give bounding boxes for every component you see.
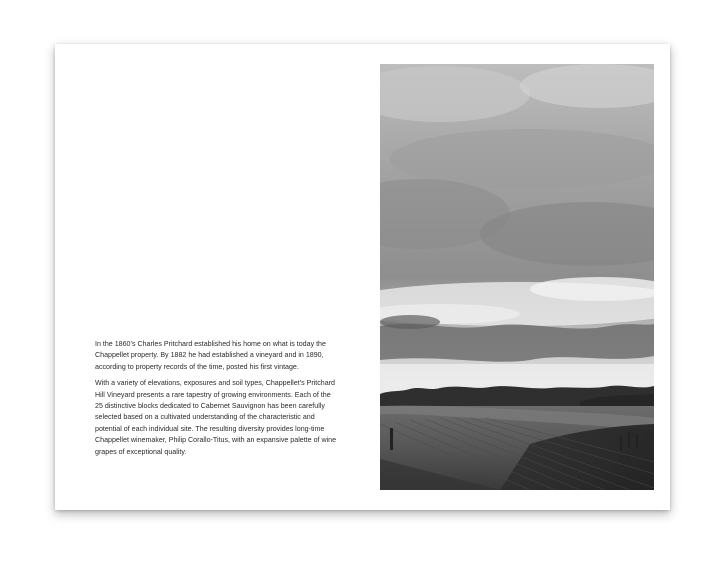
body-text — [95, 339, 340, 463]
brochure-spread — [55, 44, 670, 510]
paragraph-vineyard: With a variety of elevations, exposures and soil types, Chappellet’s Pritchard Hill Vineyard presents a rare tapestry of growing environments. Each of the 25 distinctive blocks dedicated to Cabernet Sauvignon has been carefully selected based on a cultivated understanding of the characteristic and potential of each individual site. The resulting diversity provides long-time Chappellet winemaker, Philip Corallo-Titus, with an expansive palette of wine grapes of exceptional quality. — [95, 379, 337, 456]
paragraph-history: In the 1860’s Charles Pritchard established his home on what is today the Chappellet property. By 1882 he had established a vineyard and in 1890, according to property records of the time, posted his first vintage. — [95, 340, 326, 371]
vineyard-photo — [380, 64, 654, 490]
vineyard-landscape-image — [380, 64, 654, 490]
